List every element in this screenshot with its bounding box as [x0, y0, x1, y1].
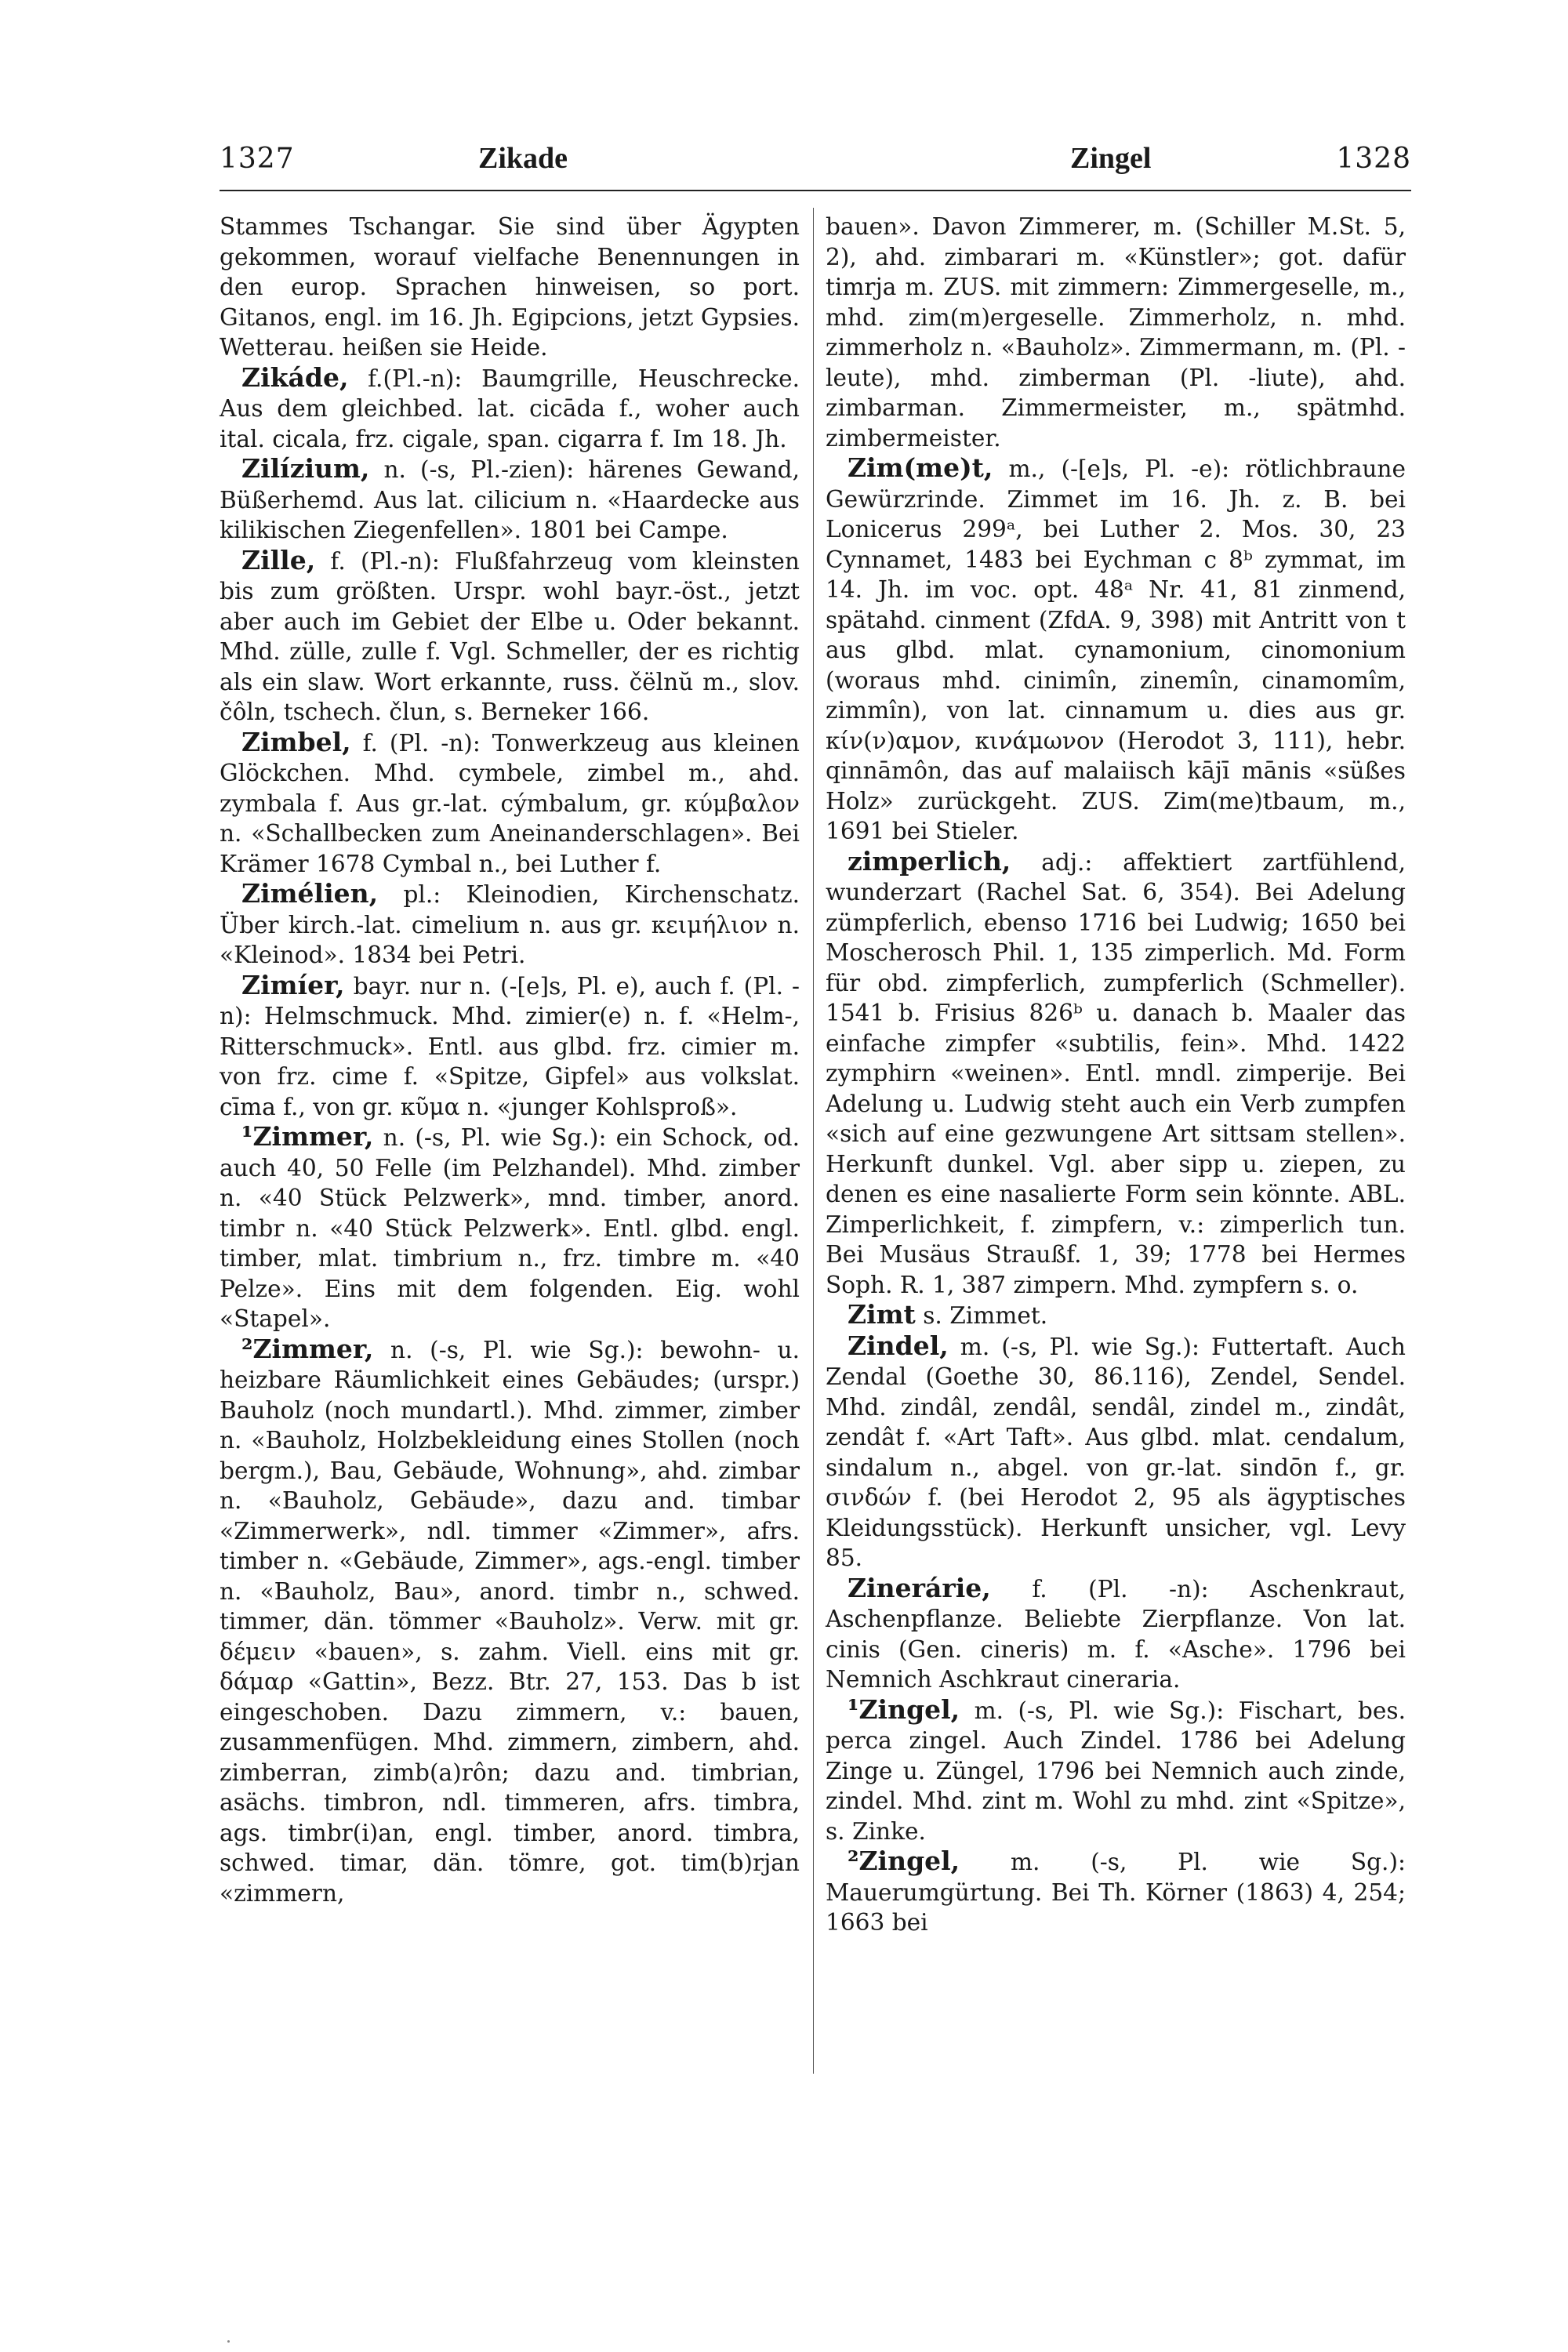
column-divider: [813, 208, 814, 2074]
dictionary-entry: Zilízium, n. (-s, Pl.-zien): härenes Gewand, Büßerhemd. Aus lat. cilicium n. «Haardecke aus kilikischen Ziegenfellen». 1801 bei Campe.: [220, 453, 800, 543]
right-column: [826, 212, 1406, 1938]
dictionary-entry: bauen». Davon Zimmerer, m. (Schiller M.St. 5, 2), ahd. zimbarari m. «Künstler»; got. dafür timrja m. ZUS. mit zimmern: Zimmergeselle, m., mhd. zim(m)ergeselle. Zimmerholz, n. mhd. zimmerholz n. «Bauholz». Zimmermann, m. (Pl. -leute), mhd. zimberman (Pl. -liute), ahd. zimbarman. Zimmermeister, m., spätmhd. zimbermeister.: [826, 213, 1406, 452]
header-rule: [220, 190, 1411, 191]
entry-headword: Zille,: [241, 544, 316, 575]
dictionary-entry: Zikáde, f.(Pl.-n): Baumgrille, Heuschrecke. Aus dem gleichbed. lat. cicāda f., woher auch ital. cicala, frz. cigale, span. cigarra f. Im 18. Jh.: [220, 361, 800, 452]
entry-headword: Zimt: [848, 1299, 916, 1330]
dictionary-entry: Zinerárie, f. (Pl. -n): Aschenkraut, Aschenpflanze. Beliebte Zierpflanze. Von lat. cinis (Gen. cineris) m. f. «Asche». 1796 bei Nemnich Aschkraut cineraria.: [826, 1572, 1406, 1693]
dictionary-entry: Zindel, m. (-s, Pl. wie Sg.): Futtertaft. Auch Zendal (Goethe 30, 86.116), Zendel, Sendel. Mhd. zindâl, zendâl, sendâl, zindel m., zindât, zendât f. «Art Taft». Aus glbd. mlat. cendalum, sindalum n., abgel. von gr.-lat. sindōn f., gr. σινδών f. (bei Herodot 2, 95 als ägyptisches Kleidungsstück). Herkunft unsicher, vgl. Levy 85.: [826, 1330, 1406, 1571]
page-header: [220, 133, 1411, 180]
entry-headword: Zinerárie,: [848, 1572, 991, 1603]
entry-headword: ²Zingel,: [848, 1846, 960, 1876]
dictionary-entry: ²Zingel, m. (-s, Pl. wie Sg.): Mauerumgürtung. Bei Th. Körner (1863) 4, 254; 1663 bei: [826, 1846, 1406, 1936]
dictionary-entry: Zimíer, bayr. nur n. (-[e]s, Pl. e), auch f. (Pl. -n): Helmschmuck. Mhd. zimier(e) n. f. «Helm-, Ritterschmuck». Entl. aus glbd. frz. cimier m. von frz. cime f. «Spitze, Gipfel» aus volkslat. cīma f., von gr. κῦμα n. «junger Kohlsproß».: [220, 969, 800, 1120]
entry-headword: Zimbel,: [241, 726, 351, 757]
entry-headword: ¹Zimmer,: [241, 1121, 374, 1152]
entry-headword: ²Zimmer,: [241, 1333, 374, 1364]
dictionary-entry: ²Zimmer, n. (-s, Pl. wie Sg.): bewohn- u. heizbare Räumlichkeit eines Gebäudes; (urspr.) Bauholz (noch mundartl.). Mhd. zimmer, zimber n. «Bauholz, Holzbekleidung eines Stollen (noch bergm.), Bau, Gebäude, Wohnung», ahd. zimbar n. «Bauholz, Gebäude», dazu and. timbar «Zimmerwerk», ndl. timmer «Zimmer», afrs. timber n. «Gebäude, Zimmer», ags.-engl. timber n. «Bauholz, Bau», anord. timbr n., schwed. timmer, dän. tömmer «Bauholz». Verw. mit gr. δέμειν «bauen», s. zahm. Viell. eins mit gr. δάμαρ «Gattin», Bezz. Btr. 27, 153. Das b ist eingeschoben. Dazu zimmern, v.: bauen, zusammenfügen. Mhd. zimmern, zimbern, ahd. zimberran, zimb(a)rôn; dazu and. timbrian, asächs. timbron, ndl. timmeren, afrs. timbra, ags. timbr(i)an, engl. timber, anord. timbra, schwed. timar, dän. tömre, got. tim(b)rjan «zimmern,: [220, 1333, 800, 1907]
entry-headword: ¹Zingel,: [848, 1693, 960, 1725]
entry-headword: Zimélien,: [241, 878, 379, 909]
left-column: [220, 212, 800, 1908]
dictionary-entry: Zimt s. Zimmet.: [848, 1299, 1048, 1330]
entry-headword: zimperlich,: [848, 845, 1011, 877]
dictionary-entry: zimperlich, adj.: affektiert zartfühlend, wunderzart (Rachel Sat. 6, 354). Bei Adelung zümpferlich, ebenso 1716 bei Ludwig; 1650 bei Moscherosch Phil. 1, 135 zimperlich. Md. Form für obd. zimpferlich, zumpferlich (Schmeller). 1541 b. Frisius 826ᵇ u. danach b. Maaler das einfache zimpfer «subtilis, fein». Mhd. 1422 zymphirn «weinen». Entl. mndl. zimperije. Bei Adelung u. Ludwig steht auch ein Verb zumpfen «sich auf eine gezwungene Art sittsam stellen». Herkunft dunkel. Vgl. aber sipp u. ziepen, zu denen es eine nasalierte Form sein könnte. ABL. Zimperlichkeit, f. zimpfern, v.: zimperlich tun. Bei Musäus Straußf. 1, 39; 1778 bei Hermes Soph. R. 1, 387 zimpern. Mhd. zympfern s. o.: [826, 845, 1406, 1298]
entry-headword: Zimíer,: [241, 969, 345, 1000]
dictionary-entry: ¹Zingel, m. (-s, Pl. wie Sg.): Fischart, bes. perca zingel. Auch Zindel. 1786 bei Adelung Zinge u. Züngel, 1796 bei Nemnich auch zinde, zindel. Mhd. zint m. Wohl zu mhd. zint «Spitze», s. Zinke.: [826, 1693, 1406, 1845]
left-guide-word: Zikade: [478, 142, 568, 175]
dictionary-entry: Zimélien, pl.: Kleinodien, Kirchenschatz. Über kirch.-lat. cimelium n. aus gr. κειμήλιον n. «Kleinod». 1834 bei Petri.: [220, 878, 800, 968]
dictionary-entry: ¹Zimmer, n. (-s, Pl. wie Sg.): ein Schock, od. auch 40, 50 Felle (im Pelzhandel). Mhd. zimber n. «40 Stück Pelzwerk», mnd. timber, anord. timbr n. «40 Stück Pelzwerk». Entl. glbd. engl. timber, mlat. timbrium n., frz. timbre m. «40 Pelze». Eins mit dem folgenden. Eig. wohl «Stapel».: [220, 1121, 800, 1332]
dictionary-entry: Zim(me)t, m., (-[e]s, Pl. -e): rötlichbraune Gewürzrinde. Zimmet im 16. Jh. z. B. bei Lonicerus 299ᵃ, bei Luther 2. Mos. 30, 23 Cynnamet, 1483 bei Eychman c 8ᵇ zymmat, im 14. Jh. im voc. opt. 48ᵃ Nr. 41, 81 zinmend, spätahd. cinment (ZfdA. 9, 398) mit Antritt von t aus glbd. mlat. cynamonium, cinomonium (woraus mhd. cinimîn, zinemîn, cinamomîm, zimmîn), von lat. cinnamum u. dies aus gr. κίν(ν)αμον, κινάμωνον (Herodot 3, 111), hebr. qinnāmôn, das auf malaiisch kājī mānis «süßes Holz» zurückgeht. ZUS. Zim(me)tbaum, m., 1691 bei Stieler.: [826, 452, 1406, 844]
entry-headword: Zikáde,: [241, 361, 349, 393]
entry-headword: Zilízium,: [241, 453, 370, 484]
dictionary-page: [220, 133, 1411, 2250]
right-page-number: 1328: [1336, 143, 1411, 175]
print-speck: [227, 2340, 230, 2343]
right-guide-word: Zingel: [1070, 142, 1152, 175]
left-page-number: 1327: [220, 143, 295, 175]
entry-headword: Zindel,: [848, 1330, 949, 1361]
dictionary-entry: Zimbel, f. (Pl. -n): Tonwerkzeug aus kleinen Glöckchen. Mhd. cymbele, zimbel m., ahd. zymbala f. Aus gr.-lat. cýmbalum, gr. κύμβαλον n. «Schallbecken zum Aneinanderschlagen». Bei Krämer 1678 Cymbal n., bei Luther f.: [220, 726, 800, 877]
entry-headword: Zim(me)t,: [848, 452, 993, 483]
dictionary-entry: Zille, f. (Pl.-n): Flußfahrzeug vom kleinsten bis zum größten. Urspr. wohl bayr.-öst., jetzt aber auch im Gebiet der Elbe u. Oder bekannt. Mhd. zülle, zulle f. Vgl. Schmeller, der es richtig als ein slaw. Wort erkannte, russ. čëlnŭ m., slov. čôln, tschech. člun, s. Berneker 166.: [220, 544, 800, 725]
dictionary-entry: Stammes Tschangar. Sie sind über Ägypten gekommen, worauf vielfache Benennungen in den europ. Sprachen hinweisen, so port. Gitanos, engl. im 16. Jh. Egipcions, jetzt Gypsies. Wetterau. heißen sie Heide.: [220, 213, 800, 361]
